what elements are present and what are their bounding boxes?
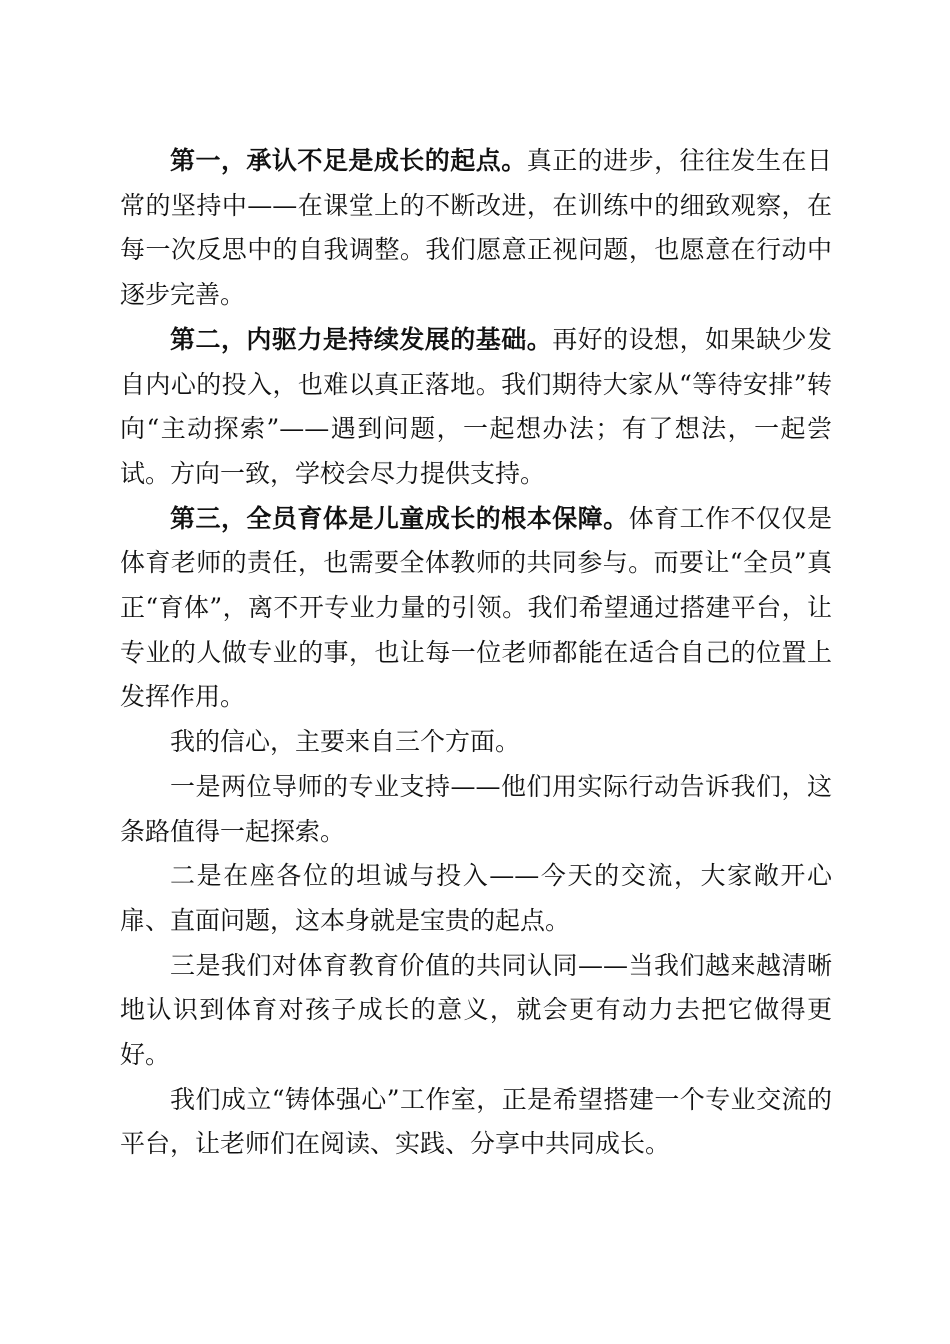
- paragraph-text: 我的信心，主要来自三个方面。: [170, 727, 521, 757]
- paragraph-reason-three: [120, 944, 832, 1078]
- paragraph-lead: 第一，承认不足是成长的起点。: [170, 146, 527, 175]
- paragraph-first: [120, 139, 832, 318]
- document-body: [120, 139, 832, 1167]
- paragraph-lead: 第二，内驱力是持续发展的基础。: [170, 324, 553, 354]
- paragraph-text: 体育工作不仅仅是体育老师的责任，也需要全体教师的共同参与。而要让“全员”真正“育体”，离不开专业力量的引领。我们希望通过搭建平台，让专业的人做专业的事，也让每一位老师都能在适合自己的位置上发挥作用。: [120, 503, 832, 712]
- paragraph-text: 真正的进步，往往发生在日常的坚持中——在课堂上的不断改进，在训练中的细致观察，在每一次反思中的自我调整。我们愿意正视问题，也愿意在行动中逐步完善。: [120, 146, 832, 310]
- paragraph-second: [120, 318, 832, 497]
- paragraph-reason-one: [120, 765, 832, 854]
- paragraph-text: 三是我们对体育教育价值的共同认同——当我们越来越清晰地认识到体育对孩子成长的意义，就会更有动力去把它做得更好。: [120, 950, 832, 1070]
- paragraph-confidence-intro: [120, 720, 832, 765]
- paragraph-text: 二是在座各位的坦诚与投入——今天的交流，大家敞开心扉、直面问题，这本身就是宝贵的起点。: [120, 861, 832, 935]
- paragraph-text: 一是两位导师的专业支持——他们用实际行动告诉我们，这条路值得一起探索。: [120, 771, 832, 846]
- paragraph-reason-two: [120, 854, 832, 943]
- paragraph-text: 我们成立“铸体强心”工作室，正是希望搭建一个专业交流的平台，让老师们在阅读、实践、分享中共同成长。: [120, 1084, 832, 1159]
- paragraph-studio: [120, 1078, 832, 1167]
- paragraph-lead: 第三，全员育体是儿童成长的根本保障。: [170, 503, 629, 533]
- paragraph-third: [120, 497, 832, 721]
- paragraph-text: 再好的设想，如果缺少发自内心的投入，也难以真正落地。我们期待大家从“等待安排”转向“主动探索”——遇到问题，一起想办法；有了想法，一起尝试。方向一致，学校会尽力提供支持。: [120, 324, 832, 488]
